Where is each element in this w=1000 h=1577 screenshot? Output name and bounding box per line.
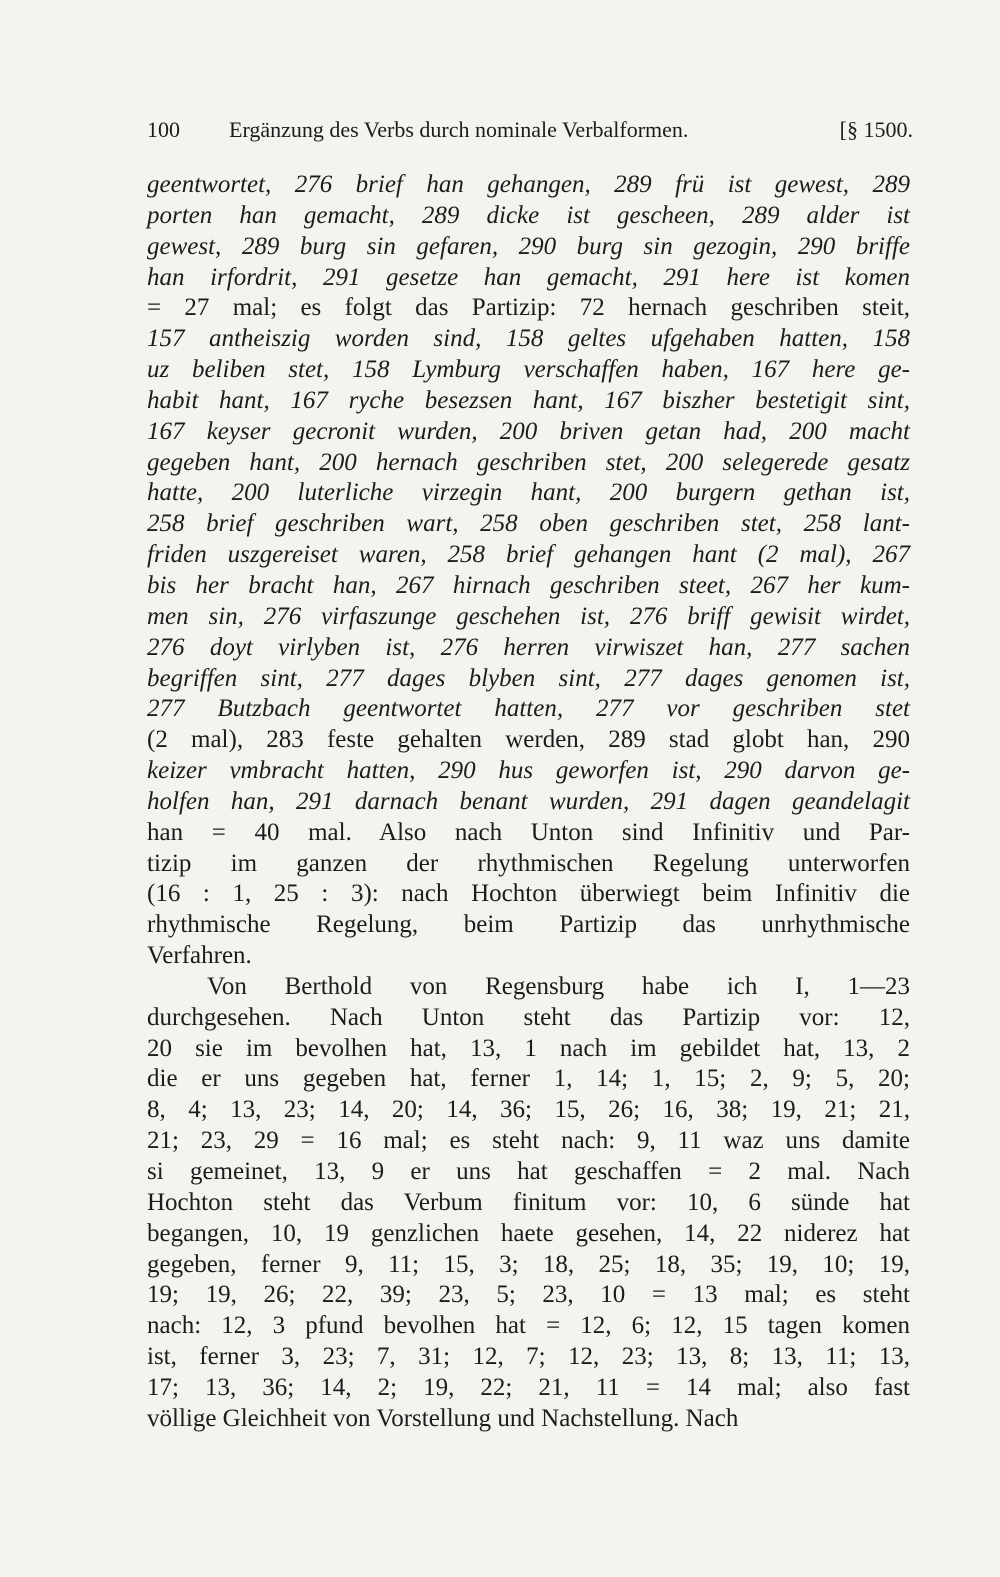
text-line: 20 sie im bevolhen hat, 13, 1 nach im gebildet hat, 13, 2 (147, 1034, 910, 1062)
text-line: gewest, 289 burg sin gefaren, 290 burg sin gezogin, 290 briffe (147, 232, 910, 260)
text-line: geentwortet, 276 brief han gehangen, 289 frü ist gewest, 289 (147, 171, 910, 198)
text-line: 19; 19, 26; 22, 39; 23, 5; 23, 10 = 13 mal; es steht (147, 1281, 910, 1309)
text-line: 258 brief geschriben wart, 258 oben geschriben stet, 258 lant- (147, 510, 910, 538)
text-line: begriffen sint, 277 dages blyben sint, 277 dages genomen ist, (147, 664, 910, 692)
text-line: gegeben, ferner 9, 11; 15, 3; 18, 25; 18, 35; 19, 10; 19, (147, 1250, 910, 1278)
text-line: si gemeinet, 13, 9 er uns hat geschaffen = 2 mal. Nach (147, 1158, 910, 1185)
text-line: porten han gemacht, 289 dicke ist gescheen, 289 alder ist (147, 201, 910, 229)
text-line: 276 doyt virlyben ist, 276 herren virwiszet han, 277 sachen (147, 633, 910, 661)
text-line: Hochton steht das Verbum finitum vor: 10, 6 sünde hat (147, 1188, 910, 1216)
running-title: Ergänzung des Verbs durch nominale Verbalformen. (229, 117, 689, 142)
text-line: uz beliben stet, 158 Lymburg verschaffen haben, 167 here ge- (147, 356, 910, 384)
text-line: (2 mal), 283 feste gehalten werden, 289 stad globt han, 290 (147, 726, 910, 754)
text-line: (16 : 1, 25 : 3): nach Hochton überwiegt beim Infinitiv die (147, 880, 910, 908)
text-line: = 27 mal; es folgt das Partizip: 72 hernach geschriben steit, (147, 294, 910, 322)
text-line: habit hant, 167 ryche besezsen hant, 167 biszher bestetigit sint, (147, 386, 910, 414)
text-line: 157 antheiszig worden sind, 158 geltes ufgehaben hatten, 158 (147, 325, 910, 353)
text-line: begangen, 10, 19 genzlichen haete gesehen, 14, 22 niderez hat (147, 1219, 910, 1247)
text-line: 17; 13, 36; 14, 2; 19, 22; 21, 11 = 14 mal; also fast (147, 1373, 910, 1401)
text-line: 21; 23, 29 = 16 mal; es steht nach: 9, 11 waz uns damite (147, 1127, 910, 1155)
text-line: bis her bracht han, 267 hirnach geschriben steet, 267 her kum- (147, 571, 910, 599)
text-line: ist, ferner 3, 23; 7, 31; 12, 7; 12, 23; 13, 8; 13, 11; 13, (147, 1343, 910, 1371)
text-line: 8, 4; 13, 23; 14, 20; 14, 36; 15, 26; 16, 38; 19, 21; 21, (147, 1096, 910, 1124)
text-line: 277 Butzbach geentwortet hatten, 277 vor geschriben stet (147, 695, 910, 723)
page-number: 100 (147, 117, 180, 142)
text-line: völlige Gleichheit von Vorstellung und Nachstellung. Nach (147, 1404, 739, 1432)
section-reference: [§ 1500. (839, 117, 913, 142)
text-line: men sin, 276 virfaszunge geschehen ist, 276 briff gewisit wirdet, (147, 602, 910, 630)
text-line: han irfordrit, 291 gesetze han gemacht, 291 here ist komen (147, 263, 910, 291)
text-line: nach: 12, 3 pfund bevolhen hat = 12, 6; 12, 15 tagen komen (147, 1312, 910, 1340)
text-line: durchgesehen. Nach Unton steht das Partizip vor: 12, (147, 1003, 910, 1031)
text-line: hatte, 200 luterliche virzegin hant, 200 burgern gethan ist, (147, 479, 910, 507)
text-line: Von Berthold von Regensburg habe ich I, 1—23 (207, 972, 910, 1000)
text-line: holfen han, 291 darnach benant wurden, 291 dagen geandelagit (147, 787, 910, 815)
text-line: rhythmische Regelung, beim Partizip das unrhythmische (147, 911, 910, 939)
text-line: tizip im ganzen der rhythmischen Regelung unterworfen (147, 849, 910, 877)
text-line: die er uns gegeben hat, ferner 1, 14; 1, 15; 2, 9; 5, 20; (147, 1065, 910, 1093)
text-line: gegeben hant, 200 hernach geschriben stet, 200 selegerede gesatz (147, 448, 910, 476)
text-line: han = 40 mal. Also nach Unton sind Infinitiv und Par- (147, 818, 910, 846)
body-text (147, 170, 910, 1435)
text-line: keizer vmbracht hatten, 290 hus geworfen ist, 290 darvon ge- (147, 757, 910, 785)
text-line: Verfahren. (147, 942, 252, 970)
text-line: friden uszgereiset waren, 258 brief gehangen hant (2 mal), 267 (147, 541, 910, 569)
text-line: 167 keyser gecronit wurden, 200 briven getan had, 200 macht (147, 417, 910, 445)
